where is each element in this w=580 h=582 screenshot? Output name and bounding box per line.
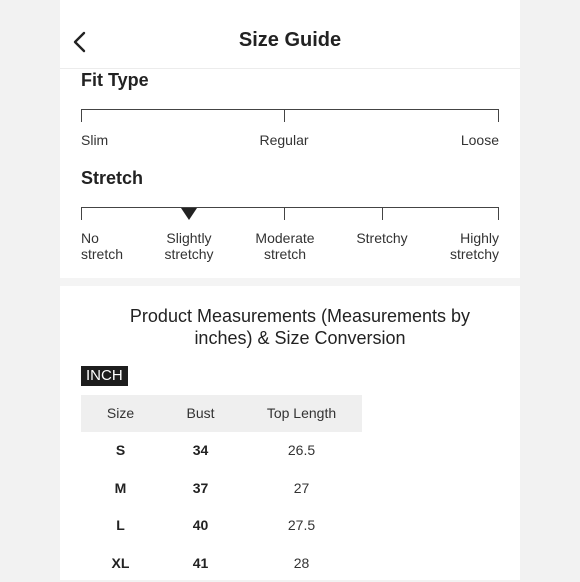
stretch-scale-line: [81, 207, 499, 208]
column-header-size: Size: [81, 395, 160, 432]
table-row: [81, 545, 362, 582]
top-length-cell: 28: [241, 545, 362, 582]
fit-label-slim: Slim: [81, 132, 108, 148]
stretch-label-line: Highly: [419, 230, 499, 246]
top-length-cell: 27.5: [241, 507, 362, 545]
bust-cell: 41: [160, 545, 241, 582]
top-bar: [60, 0, 520, 69]
triangle-down-icon: [181, 208, 197, 220]
stretch-label-line: stretchy: [149, 246, 229, 262]
stretch-label-highly-stretchy: [419, 230, 499, 262]
fit-stretch-card: [60, 69, 520, 278]
column-header-bust: Bust: [160, 395, 241, 432]
stretch-label-slightly-stretchy: [149, 230, 229, 262]
stretch-label-moderate-stretch: [245, 230, 325, 262]
size-cell: XL: [81, 545, 160, 582]
fit-tick: [81, 109, 82, 122]
table-row: [81, 470, 362, 508]
stretch-tick: [382, 207, 383, 220]
bust-cell: 40: [160, 507, 241, 545]
stretch-label-no-stretch: [81, 230, 123, 262]
stretch-label-line: Slightly: [149, 230, 229, 246]
stretch-label-line: stretch: [81, 246, 123, 262]
measurements-title: Product Measurements (Measurements by inches) & Size Conversion: [100, 305, 500, 349]
stretch-label-line: stretchy: [419, 246, 499, 262]
table-header-row: [81, 395, 362, 432]
stretch-label-stretchy: [342, 230, 422, 246]
stretch-title: Stretch: [81, 168, 143, 189]
fit-scale-line: [81, 109, 499, 110]
bust-cell: 34: [160, 432, 241, 470]
fit-label-regular: Regular: [224, 132, 344, 148]
stretch-label-line: No: [81, 230, 123, 246]
fit-type-title: Fit Type: [81, 70, 149, 91]
size-cell: L: [81, 507, 160, 545]
size-cell: M: [81, 470, 160, 508]
fit-tick: [284, 109, 285, 122]
size-table: [81, 395, 362, 582]
unit-badge[interactable]: INCH: [81, 366, 128, 386]
column-header-top-length: Top Length: [241, 395, 362, 432]
stretch-tick: [81, 207, 82, 220]
size-cell: S: [81, 432, 160, 470]
table-row: [81, 432, 362, 470]
top-length-cell: 26.5: [241, 432, 362, 470]
fit-label-loose: Loose: [419, 132, 499, 148]
table-row: [81, 507, 362, 545]
stretch-label-line: stretch: [245, 246, 325, 262]
stretch-label-line: Stretchy: [342, 230, 422, 246]
bust-cell: 37: [160, 470, 241, 508]
page-title: Size Guide: [60, 29, 520, 52]
stretch-tick: [284, 207, 285, 220]
measurements-card: [60, 286, 520, 580]
fit-tick: [498, 109, 499, 122]
stretch-tick: [498, 207, 499, 220]
top-length-cell: 27: [241, 470, 362, 508]
stretch-label-line: Moderate: [245, 230, 325, 246]
size-guide-screen: [60, 0, 520, 580]
